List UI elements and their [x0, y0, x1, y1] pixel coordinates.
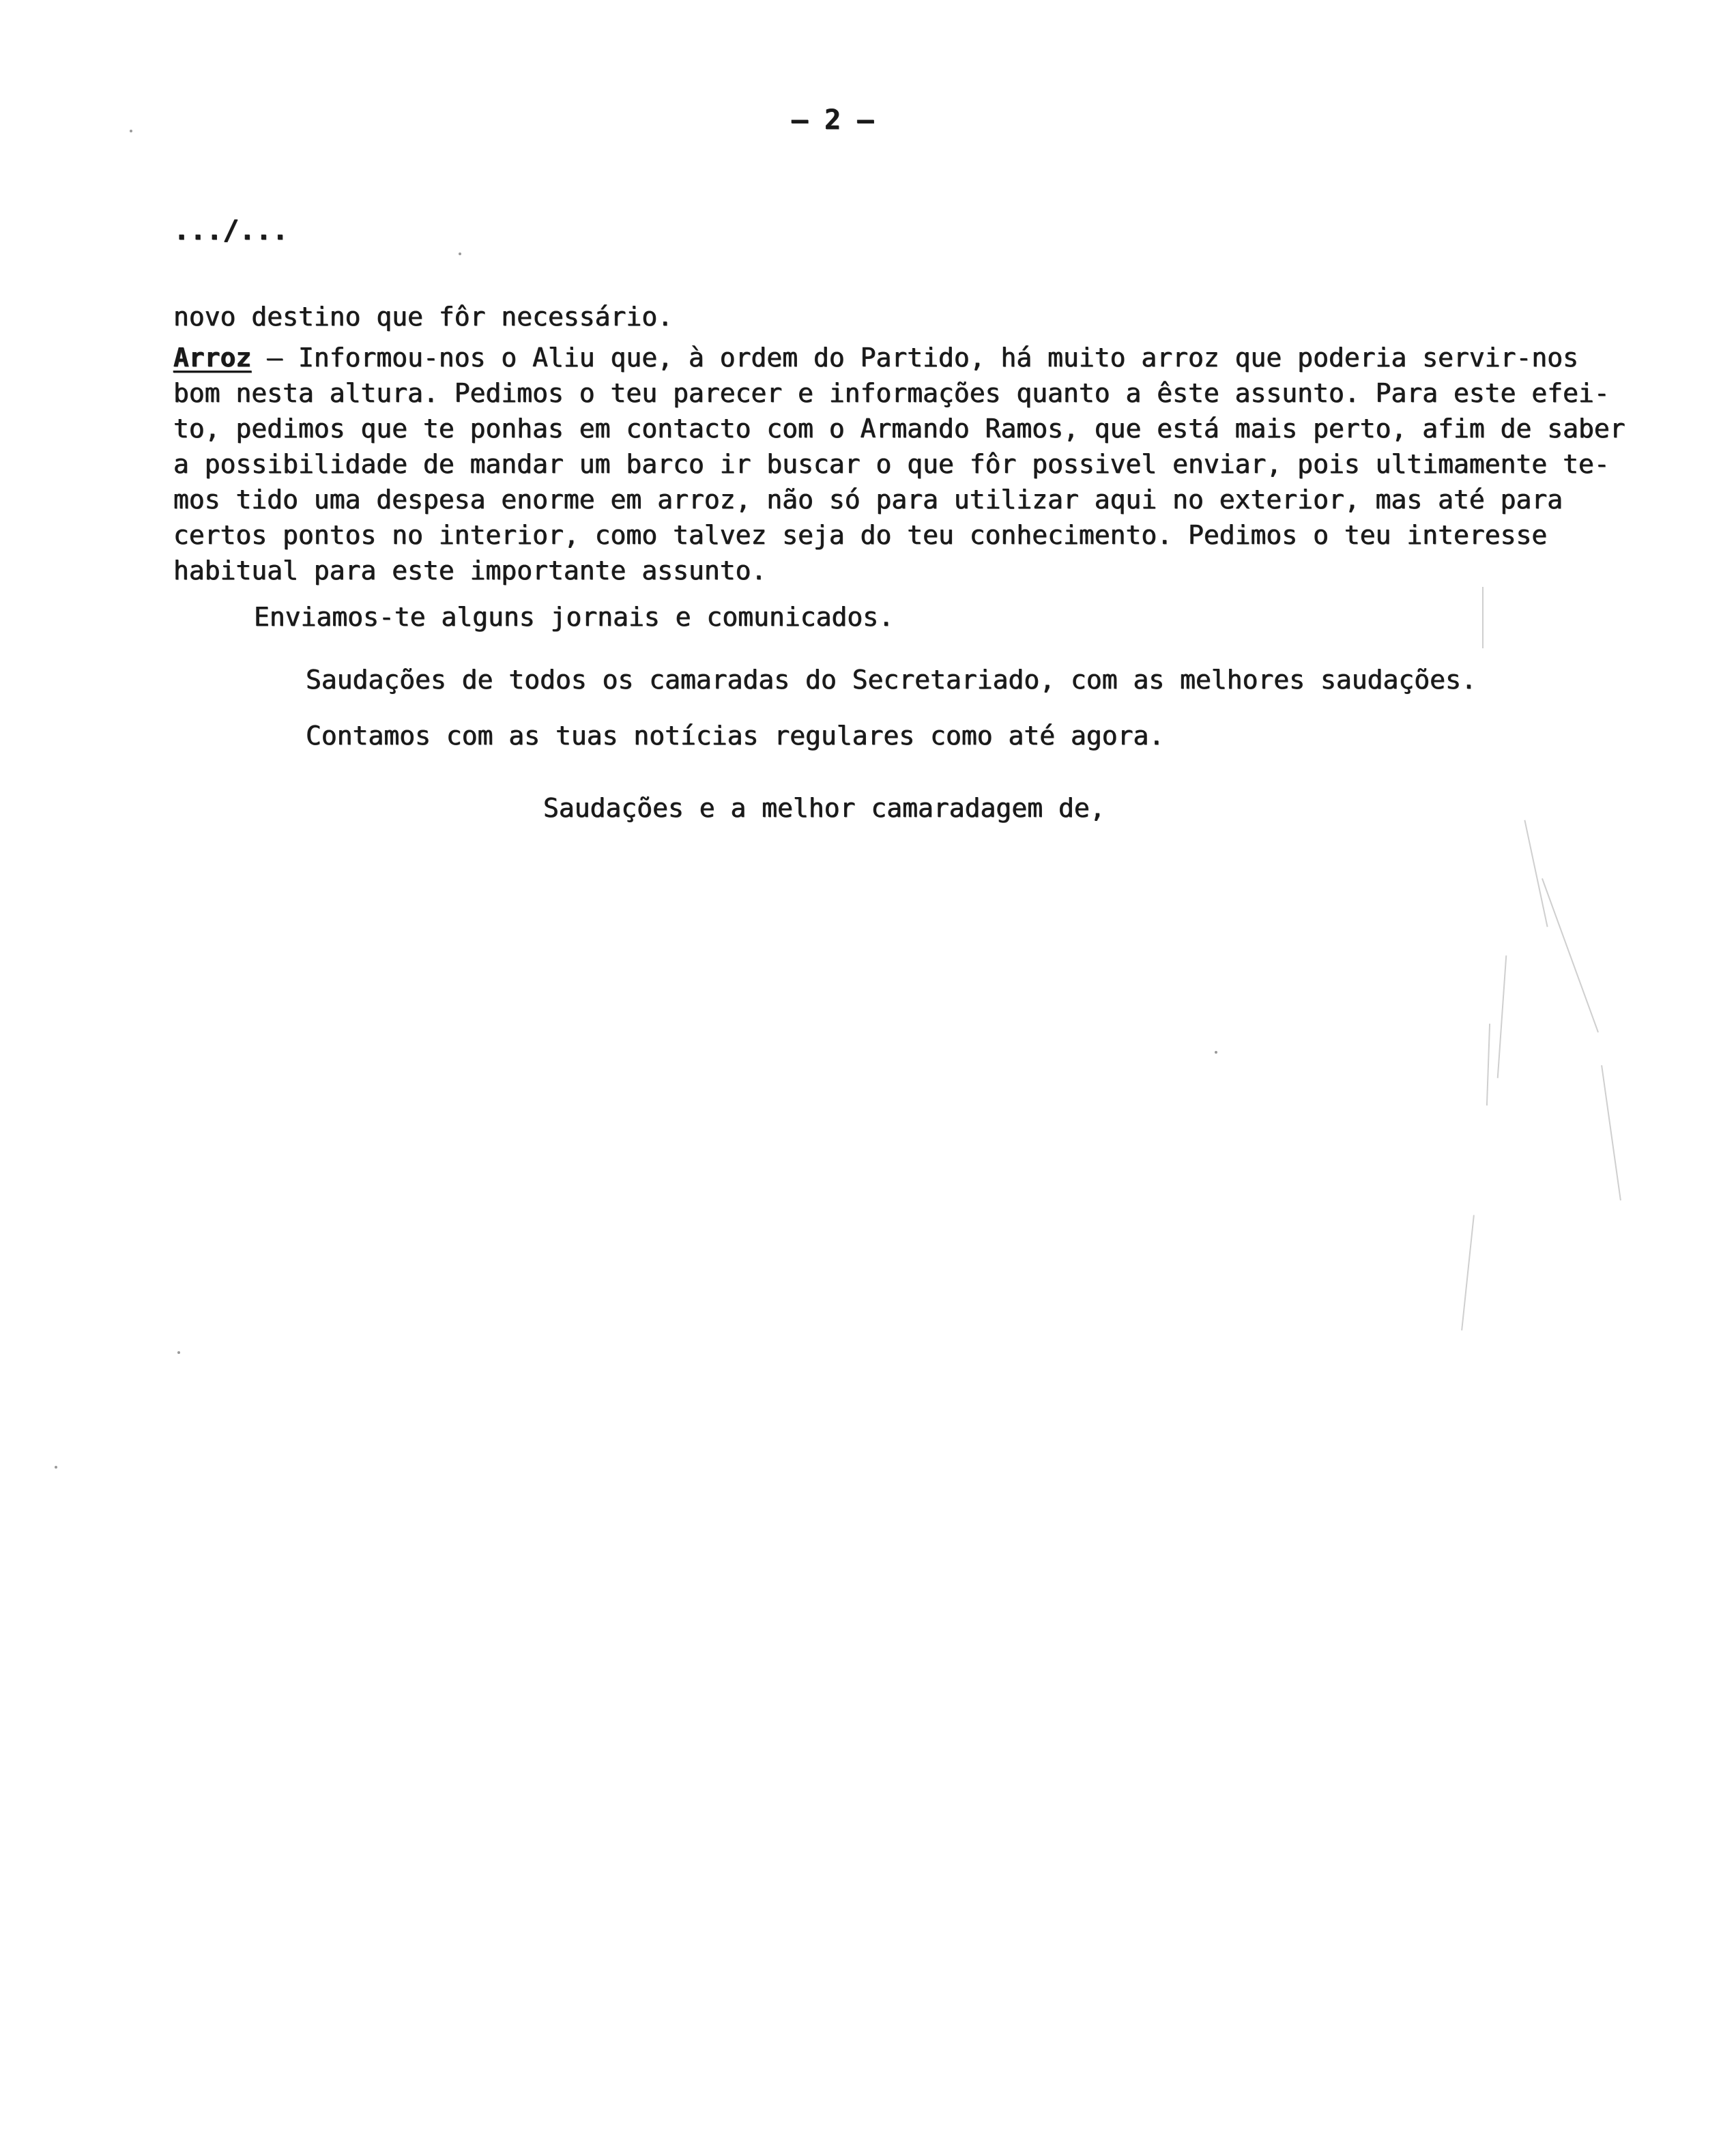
scan-speck	[55, 1466, 57, 1469]
contamos-line: Contamos com as tuas notícias regulares como até agora.	[306, 721, 1165, 751]
text-line-4: to, pedimos que te ponhas em contacto com o Armando Ramos, que está mais perto, afim de saber	[173, 414, 1625, 444]
continuation-marker: .../...	[173, 215, 289, 246]
text-line-1: novo destino que fôr necessário.	[173, 302, 674, 332]
scan-speck	[1215, 1051, 1217, 1054]
saudacoes-secretariado-line: Saudações de todos os camaradas do Secretariado, com as melhores saudações.	[306, 665, 1477, 695]
closing-line: Saudações e a melhor camaradagem de,	[543, 793, 1105, 823]
scan-speck	[130, 130, 132, 132]
text-line-6: mos tido uma despesa enorme em arroz, não só para utilizar aqui no exterior, mas até para	[173, 485, 1563, 515]
scan-artifact	[1461, 1215, 1475, 1330]
scan-artifact	[1497, 955, 1507, 1078]
scan-speck	[177, 1351, 180, 1354]
text-line-3: bom nesta altura. Pedimos o teu parecer e informações quanto a êste assunto. Para este efei-	[173, 378, 1610, 408]
scan-artifact	[1524, 820, 1548, 927]
scan-artifact	[1486, 1024, 1490, 1106]
enviamos-line: Enviamos-te alguns jornais e comunicados.	[254, 602, 894, 632]
text-line-2: – Informou-nos o Aliu que, à ordem do Partido, há muito arroz que poderia servir-nos	[251, 343, 1579, 373]
text-line-8: habitual para este importante assunto.	[173, 555, 767, 586]
scan-artifact	[1601, 1065, 1621, 1200]
scan-artifact	[1482, 587, 1484, 648]
text-line-7: certos pontos no interior, como talvez seja do teu conhecimento. Pedimos o teu interesse	[173, 520, 1548, 550]
arroz-heading: Arroz	[173, 343, 252, 373]
page-number: – 2 –	[792, 104, 874, 136]
scan-artifact	[1542, 878, 1599, 1033]
text-line-5: a possibilidade de mandar um barco ir buscar o que fôr possivel enviar, pois ultimamente te-	[173, 449, 1610, 479]
arroz-line	[173, 340, 1578, 375]
scan-speck	[459, 252, 461, 255]
